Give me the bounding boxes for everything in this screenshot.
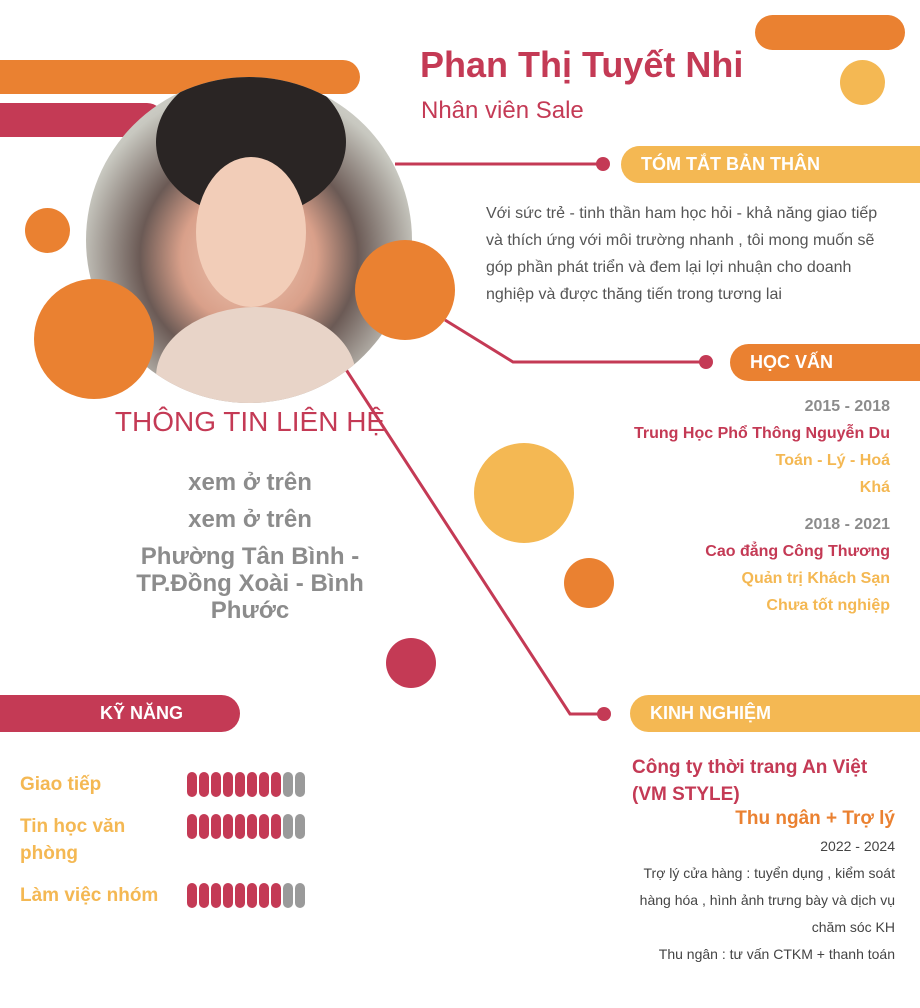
- decor-bar-top-right: [755, 15, 905, 50]
- skill-name: Làm việc nhóm: [20, 885, 159, 906]
- summary-line: nghiệp và được thăng tiến trong tương lai: [486, 286, 782, 303]
- skill-level-segment: [295, 814, 305, 839]
- skills-header: [0, 695, 240, 732]
- skill-level-segment: [211, 814, 221, 839]
- job-title: Nhân viên Sale: [421, 97, 584, 124]
- experience-duty: Trợ lý cửa hàng : tuyển dụng , kiểm soát: [643, 865, 895, 881]
- skill-level-bar: [187, 883, 305, 908]
- education-label: HỌC VẤN: [750, 352, 834, 372]
- skill-level-segment: [247, 772, 257, 797]
- skill-level-segment: [211, 772, 221, 797]
- skill-level-segment: [223, 883, 233, 908]
- education-result: Chưa tốt nghiệp: [766, 597, 890, 614]
- contact-address-line: Phước: [210, 597, 290, 624]
- education-result: Khá: [859, 479, 890, 496]
- contact-email: xem ở trên: [188, 506, 312, 533]
- summary-line: Với sức trẻ - tinh thần ham học hỏi - khả năng giao tiếp: [486, 205, 878, 222]
- skill-level-segment: [247, 814, 257, 839]
- education-years: 2018 - 2021: [804, 516, 890, 533]
- skill-level-segment: [187, 772, 197, 797]
- skill-level-segment: [223, 772, 233, 797]
- skill-name: Tin học văn phòng: [20, 816, 126, 864]
- skill-level-segment: [187, 883, 197, 908]
- skill-level-segment: [259, 814, 269, 839]
- experience-header: [630, 695, 920, 732]
- education-school: Cao đẳng Công Thương: [705, 543, 890, 560]
- skill-level-segment: [283, 814, 293, 839]
- skill-level-segment: [283, 883, 293, 908]
- experience-duty: hàng hóa , hình ảnh trưng bày và dịch vụ: [639, 892, 895, 908]
- skill-level-segment: [295, 883, 305, 908]
- contact-address-line: Phường Tân Bình -: [140, 543, 360, 570]
- experience-company: Công ty thời trang An Việt (VM STYLE): [632, 757, 868, 805]
- experience-duty: Thu ngân : tư vấn CTKM + thanh toán: [658, 946, 895, 962]
- decor-circle: [386, 638, 436, 688]
- candidate-name: Phan Thị Tuyết Nhi: [420, 44, 744, 85]
- skill-level-segment: [271, 814, 281, 839]
- skill-level-segment: [259, 883, 269, 908]
- summary-label: TÓM TẮT BẢN THÂN: [641, 154, 820, 174]
- decor-circle: [474, 443, 574, 543]
- contact-title: THÔNG TIN LIÊN HỆ: [114, 406, 386, 437]
- skill-level-segment: [235, 814, 245, 839]
- skill-level-segment: [199, 814, 209, 839]
- skill-name: Giao tiếp: [20, 774, 102, 795]
- summary-text: [486, 200, 904, 308]
- skill-level-bar: [187, 772, 305, 797]
- education-header: [730, 344, 920, 381]
- skill-level-segment: [283, 772, 293, 797]
- decor-circle: [34, 279, 154, 399]
- skills-label: KỸ NĂNG: [100, 703, 184, 723]
- shoulder-shape: [156, 307, 356, 403]
- education-major: Quản trị Khách Sạn: [741, 570, 890, 587]
- summary-header: [621, 146, 920, 183]
- contact-address-line: TP.Đồng Xoài - Bình: [136, 570, 364, 597]
- skill-level-segment: [235, 772, 245, 797]
- skill-level-segment: [259, 772, 269, 797]
- skill-level-segment: [211, 883, 221, 908]
- skill-level-segment: [271, 772, 281, 797]
- experience-label: KINH NGHIỆM: [650, 703, 771, 723]
- education-major: Toán - Lý - Hoá: [775, 452, 890, 469]
- experience-role: Thu ngân + Trợ lý: [735, 808, 895, 829]
- skill-level-segment: [199, 883, 209, 908]
- decor-circle: [564, 558, 614, 608]
- contact-address: [125, 543, 375, 624]
- summary-line: góp phần phát triển và đem lại lợi nhuận cho doanh: [486, 259, 852, 276]
- decor-circle: [25, 208, 70, 253]
- skill-level-segment: [271, 883, 281, 908]
- education-years: 2015 - 2018: [804, 398, 890, 415]
- skill-level-segment: [187, 814, 197, 839]
- skill-level-segment: [199, 772, 209, 797]
- summary-line: và thích ứng với môi trường nhanh , tôi mong muốn sẽ: [486, 232, 875, 249]
- education-school: Trung Học Phổ Thông Nguyễn Du: [634, 425, 890, 442]
- skill-level-segment: [247, 883, 257, 908]
- skill-level-bar: [187, 814, 305, 839]
- experience-duty: chăm sóc KH: [811, 919, 895, 935]
- skill-level-segment: [223, 814, 233, 839]
- face-shape: [196, 157, 306, 307]
- decor-circle: [840, 60, 885, 105]
- skill-level-segment: [235, 883, 245, 908]
- experience-years: 2022 - 2024: [820, 838, 895, 854]
- contact-phone: xem ở trên: [188, 469, 312, 496]
- skill-level-segment: [295, 772, 305, 797]
- decor-circle: [355, 240, 455, 340]
